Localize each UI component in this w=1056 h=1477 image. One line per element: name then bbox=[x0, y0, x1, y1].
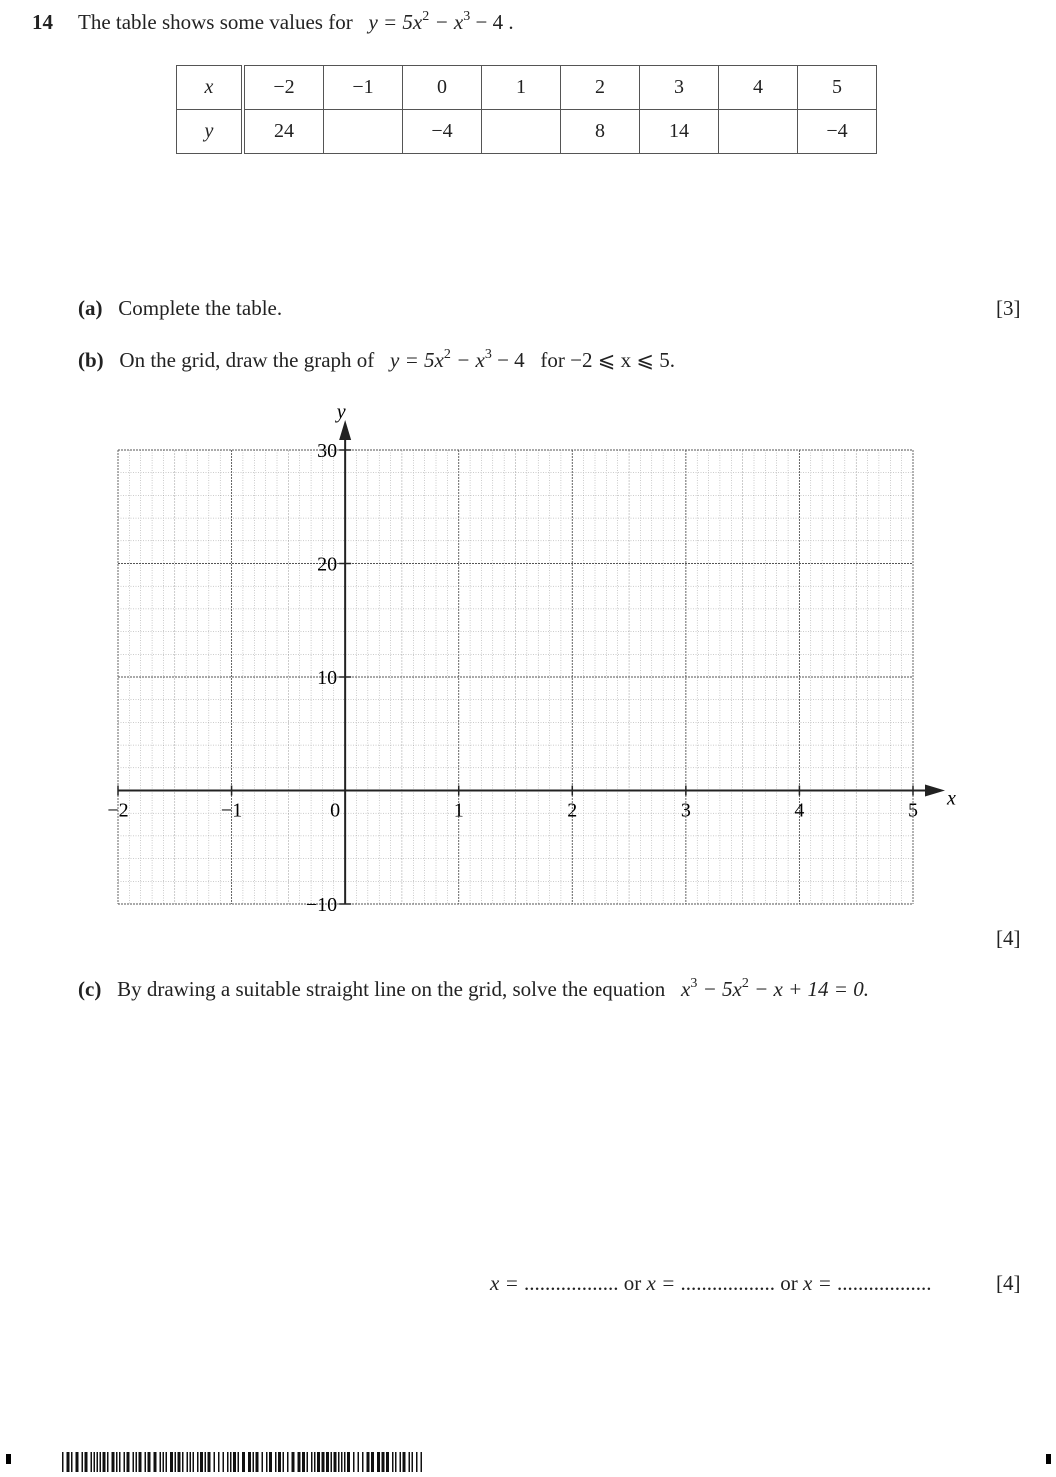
x-tick-label: 5 bbox=[908, 799, 918, 822]
part-b-range: for −2 ⩽ x ⩽ 5. bbox=[540, 348, 675, 372]
part-c-text: By drawing a suitable straight line on the grid, solve the equation bbox=[117, 977, 666, 1001]
x-cell: 5 bbox=[798, 66, 877, 110]
barcode-bar bbox=[253, 1452, 255, 1472]
barcode-bar bbox=[386, 1452, 389, 1472]
part-c-marks: [4] bbox=[996, 1271, 1021, 1295]
barcode-bar bbox=[266, 1452, 268, 1472]
barcode-bar bbox=[145, 1452, 147, 1472]
barcode-bar bbox=[71, 1452, 73, 1472]
y-cell: 24 bbox=[243, 110, 324, 154]
part-b-label: (b) bbox=[78, 348, 104, 372]
barcode-bar bbox=[230, 1452, 232, 1472]
barcode-bar bbox=[269, 1452, 272, 1472]
barcode-bar bbox=[395, 1452, 397, 1472]
y-cell: 8 bbox=[561, 110, 640, 154]
y-cell: −4 bbox=[798, 110, 877, 154]
barcode-bar bbox=[262, 1452, 264, 1472]
barcode-bar bbox=[307, 1452, 309, 1472]
tick-labels bbox=[107, 401, 956, 916]
x-axis-arrow bbox=[925, 785, 945, 797]
barcode-bar bbox=[205, 1452, 207, 1472]
part-c-answer-line bbox=[490, 1271, 932, 1296]
part-b-text: On the grid, draw the graph of bbox=[119, 348, 375, 372]
barcode-bar bbox=[166, 1452, 168, 1472]
barcode-bar bbox=[94, 1452, 96, 1472]
answer-label-2: x = bbox=[646, 1271, 676, 1295]
answer-blank-3[interactable]: .................. bbox=[837, 1271, 932, 1295]
part-a-marks: [3] bbox=[996, 296, 1021, 320]
part-c-label: (c) bbox=[78, 977, 102, 1001]
barcode-bar bbox=[62, 1452, 64, 1472]
x-cell: 2 bbox=[561, 66, 640, 110]
y-axis-label: y bbox=[336, 401, 346, 423]
answer-blank-1[interactable]: .................. bbox=[524, 1271, 619, 1295]
barcode-bar bbox=[119, 1452, 121, 1472]
barcode-bar bbox=[275, 1452, 277, 1472]
barcode-bar bbox=[338, 1452, 340, 1472]
barcode-bar bbox=[139, 1452, 142, 1472]
intro-text: The table shows some values for bbox=[78, 10, 353, 34]
barcode-bar bbox=[136, 1452, 138, 1472]
barcode-bar bbox=[400, 1452, 402, 1472]
y-tick-label: 20 bbox=[317, 553, 338, 576]
or-text-2: or bbox=[780, 1271, 798, 1295]
barcode-bar bbox=[362, 1452, 364, 1472]
barcode-bar bbox=[107, 1452, 109, 1472]
axes bbox=[118, 420, 945, 904]
x-cell: 3 bbox=[640, 66, 719, 110]
barcode-bar bbox=[208, 1452, 211, 1472]
barcode-bar bbox=[193, 1452, 195, 1472]
grid-lines bbox=[118, 450, 913, 904]
part-c bbox=[78, 977, 869, 1002]
barcode-bar bbox=[382, 1452, 385, 1472]
barcode-bar bbox=[242, 1452, 245, 1472]
or-text-1: or bbox=[623, 1271, 642, 1295]
barcode-bar bbox=[190, 1452, 192, 1472]
question-number: 14 bbox=[32, 10, 53, 34]
x-tick-label: 3 bbox=[680, 799, 691, 822]
barcode-bar bbox=[344, 1452, 346, 1472]
barcode-bar bbox=[154, 1452, 157, 1472]
x-cell: −1 bbox=[324, 66, 403, 110]
part-c-equation: $x^3 - 5x^2 - x + 14 = 0$. bbox=[681, 976, 869, 1001]
y-tick-label: 10 bbox=[317, 667, 338, 689]
barcode-bar bbox=[416, 1452, 418, 1472]
barcode-bar bbox=[163, 1452, 165, 1472]
y-cell: −4 bbox=[403, 110, 482, 154]
barcode-bar bbox=[103, 1452, 106, 1472]
barcode-bar bbox=[403, 1452, 406, 1472]
barcode-bar bbox=[133, 1452, 135, 1472]
barcode-bar bbox=[311, 1452, 313, 1472]
barcode-bar bbox=[67, 1452, 70, 1472]
barcode-bar bbox=[170, 1452, 173, 1472]
barcode-bar bbox=[127, 1452, 130, 1472]
barcode-bar bbox=[322, 1452, 325, 1472]
barcode-bar bbox=[223, 1452, 225, 1472]
corner-mark-left bbox=[6, 1454, 11, 1464]
barcode-bar bbox=[353, 1452, 355, 1472]
x-tick-label: 2 bbox=[567, 799, 578, 822]
barcode-bar bbox=[409, 1452, 411, 1472]
barcode-bar bbox=[256, 1452, 259, 1472]
part-a-label: (a) bbox=[78, 296, 103, 320]
barcode-bar bbox=[298, 1452, 301, 1472]
barcode-bar bbox=[358, 1452, 360, 1472]
barcode-bar bbox=[326, 1452, 329, 1472]
x-cell: 0 bbox=[403, 66, 482, 110]
barcode-bar bbox=[214, 1452, 216, 1472]
barcode-bar bbox=[218, 1452, 220, 1472]
x-cell: −2 bbox=[243, 66, 324, 110]
barcode-bar bbox=[347, 1452, 350, 1472]
barcode-bar bbox=[371, 1452, 374, 1472]
x-tick-label: 0 bbox=[330, 799, 341, 822]
y-cell: 14 bbox=[640, 110, 719, 154]
part-a-text: Complete the table. bbox=[118, 296, 283, 320]
barcode-bar bbox=[182, 1452, 184, 1472]
barcode-bar bbox=[248, 1452, 251, 1472]
y-tick-label: 30 bbox=[317, 440, 338, 462]
barcode-bar bbox=[100, 1452, 102, 1472]
intro-equation: $y = 5x^2 - x^3 - 4$ . bbox=[368, 9, 514, 34]
y-header: y bbox=[177, 110, 244, 154]
x-tick-label: 4 bbox=[794, 799, 805, 822]
barcode-bar bbox=[116, 1452, 118, 1472]
barcode-bar bbox=[302, 1452, 305, 1472]
barcode-bar bbox=[148, 1452, 151, 1472]
corner-mark-right bbox=[1046, 1454, 1051, 1464]
answer-label-1: x = bbox=[490, 1271, 519, 1295]
part-b-marks: [4] bbox=[996, 926, 1021, 950]
barcode-bar bbox=[367, 1452, 370, 1472]
barcode-bar bbox=[238, 1452, 240, 1472]
x-tick-label: −1 bbox=[220, 799, 243, 822]
barcode-bar bbox=[82, 1452, 84, 1472]
barcode-bar bbox=[278, 1452, 281, 1472]
barcode-bar bbox=[160, 1452, 162, 1472]
barcode-bar bbox=[314, 1452, 316, 1472]
barcode-bar bbox=[187, 1452, 189, 1472]
x-cell: 4 bbox=[719, 66, 798, 110]
barcode-bar bbox=[377, 1452, 380, 1472]
x-tick-label: −2 bbox=[107, 799, 129, 822]
barcode-bar bbox=[233, 1452, 236, 1472]
part-b-equation: $y = 5x^2 - x^3 - 4$ bbox=[390, 347, 525, 372]
barcode-bar bbox=[112, 1452, 115, 1472]
barcode-bar bbox=[317, 1452, 320, 1472]
barcode-bar bbox=[85, 1452, 88, 1472]
barcode-bar bbox=[124, 1452, 126, 1472]
x-axis-label: x bbox=[947, 787, 956, 810]
x-cell: 1 bbox=[482, 66, 561, 110]
y-axis-arrow bbox=[339, 420, 351, 440]
answer-blank-2[interactable]: .................. bbox=[680, 1271, 775, 1295]
x-header: x bbox=[177, 66, 244, 110]
barcode-bar bbox=[412, 1452, 414, 1472]
barcode-bar bbox=[175, 1452, 177, 1472]
barcode-bar bbox=[97, 1452, 99, 1472]
y-tick-label: −10 bbox=[305, 894, 338, 916]
barcode-bar bbox=[421, 1452, 423, 1472]
x-tick-label: 1 bbox=[453, 799, 464, 822]
barcode-bar bbox=[76, 1452, 79, 1472]
barcode-bar bbox=[331, 1452, 333, 1472]
barcode-bar bbox=[287, 1452, 289, 1472]
barcode-bar bbox=[392, 1452, 394, 1472]
answer-label-3: x = bbox=[803, 1271, 832, 1295]
barcode-bar bbox=[200, 1452, 203, 1472]
barcode bbox=[62, 1452, 424, 1474]
barcode-bar bbox=[283, 1452, 285, 1472]
barcode-bar bbox=[178, 1452, 181, 1472]
barcode-bar bbox=[227, 1452, 229, 1472]
barcode-bar bbox=[91, 1452, 93, 1472]
barcode-bar bbox=[341, 1452, 343, 1472]
barcode-bar bbox=[334, 1452, 337, 1472]
barcode-bar bbox=[197, 1452, 199, 1472]
barcode-bar bbox=[292, 1452, 295, 1472]
